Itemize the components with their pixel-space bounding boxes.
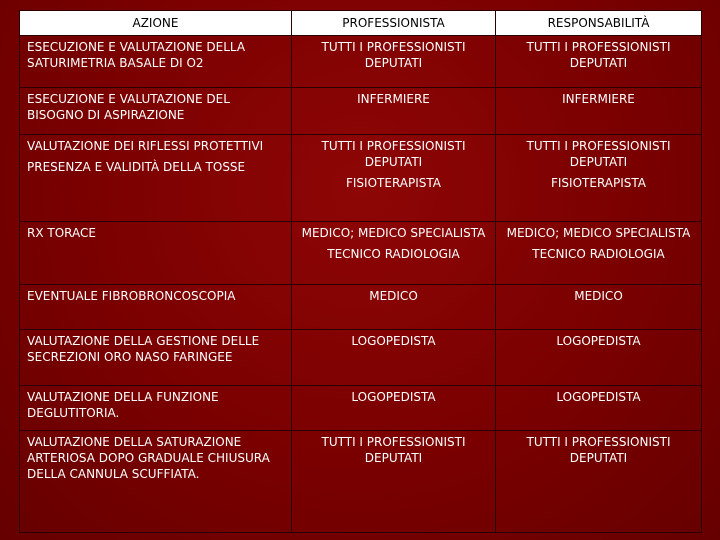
responsibility-text: MEDICO; MEDICO SPECIALISTA [506, 226, 691, 240]
professional-text: TUTTI I PROFESSIONISTI DEPUTATI [321, 435, 466, 465]
responsibility-cell [496, 135, 702, 222]
action-text: VALUTAZIONE DELLA FUNZIONE DEGLUTITORIA. [27, 390, 219, 420]
professional-cell [292, 386, 496, 431]
table-header [20, 11, 702, 36]
action-text: ESECUZIONE E VALUTAZIONE DELLA SATURIMETRIA BASALE DI O2 [27, 40, 246, 70]
professional-text: TECNICO RADIOLOGIA [327, 247, 460, 261]
responsibility-cell [496, 431, 702, 533]
responsibility-text: INFERMIERE [562, 92, 635, 106]
professional-cell [292, 135, 496, 222]
responsibility-text: TECNICO RADIOLOGIA [532, 247, 665, 261]
responsibility-text: TUTTI I PROFESSIONISTI DEPUTATI [526, 139, 671, 169]
action-cell [20, 88, 292, 135]
responsibility-text: TUTTI I PROFESSIONISTI DEPUTATI [526, 435, 671, 465]
table-body [20, 36, 702, 533]
action-cell [20, 431, 292, 533]
responsibility-cell [496, 330, 702, 386]
action-cell [20, 386, 292, 431]
responsibility-cell [496, 386, 702, 431]
table-row [20, 135, 702, 222]
action-text: EVENTUALE FIBROBRONCOSCOPIA [27, 289, 236, 303]
professional-text: MEDICO [369, 289, 418, 303]
responsibility-text: LOGOPEDISTA [556, 390, 641, 404]
action-cell [20, 222, 292, 285]
responsibility-text: MEDICO [574, 289, 623, 303]
action-text: RX TORACE [27, 226, 96, 240]
responsibility-cell [496, 36, 702, 88]
table-row [20, 431, 702, 533]
professional-cell [292, 285, 496, 330]
action-cell [20, 330, 292, 386]
responsibility-table [19, 10, 702, 533]
action-text: PRESENZA E VALIDITÀ DELLA TOSSE [27, 160, 246, 174]
header-professionista: PROFESSIONISTA [292, 11, 496, 36]
responsibility-text: LOGOPEDISTA [556, 334, 641, 348]
action-text: VALUTAZIONE DELLA SATURAZIONE ARTERIOSA DOPO GRADUALE CHIUSURA DELLA CANNULA SCUFFIATA. [27, 435, 270, 481]
responsibility-cell [496, 222, 702, 285]
table-row [20, 88, 702, 135]
responsibility-cell [496, 285, 702, 330]
table-row [20, 222, 702, 285]
responsibility-cell [496, 88, 702, 135]
professional-cell [292, 222, 496, 285]
action-text: VALUTAZIONE DEI RIFLESSI PROTETTIVI [27, 139, 264, 153]
header-responsabilita: RESPONSABILITÀ [496, 11, 702, 36]
action-text: ESECUZIONE E VALUTAZIONE DEL BISOGNO DI ASPIRAZIONE [27, 92, 230, 122]
action-cell [20, 36, 292, 88]
table-row [20, 386, 702, 431]
table-row [20, 330, 702, 386]
professional-text: LOGOPEDISTA [351, 334, 436, 348]
responsibility-text: TUTTI I PROFESSIONISTI DEPUTATI [526, 40, 671, 70]
professional-text: MEDICO; MEDICO SPECIALISTA [301, 226, 486, 240]
professional-text: TUTTI I PROFESSIONISTI DEPUTATI [321, 40, 466, 70]
responsibility-text: FISIOTERAPISTA [550, 176, 646, 190]
action-cell [20, 285, 292, 330]
professional-text: INFERMIERE [357, 92, 430, 106]
action-cell [20, 135, 292, 222]
action-text: VALUTAZIONE DELLA GESTIONE DELLE SECREZIONI ORO NASO FARINGEE [27, 334, 260, 364]
table-row [20, 36, 702, 88]
header-row [20, 11, 702, 36]
professional-text: FISIOTERAPISTA [345, 176, 441, 190]
professional-text: LOGOPEDISTA [351, 390, 436, 404]
professional-cell [292, 330, 496, 386]
professional-cell [292, 431, 496, 533]
professional-text: TUTTI I PROFESSIONISTI DEPUTATI [321, 139, 466, 169]
professional-cell [292, 88, 496, 135]
table-row [20, 285, 702, 330]
header-azione: AZIONE [20, 11, 292, 36]
professional-cell [292, 36, 496, 88]
